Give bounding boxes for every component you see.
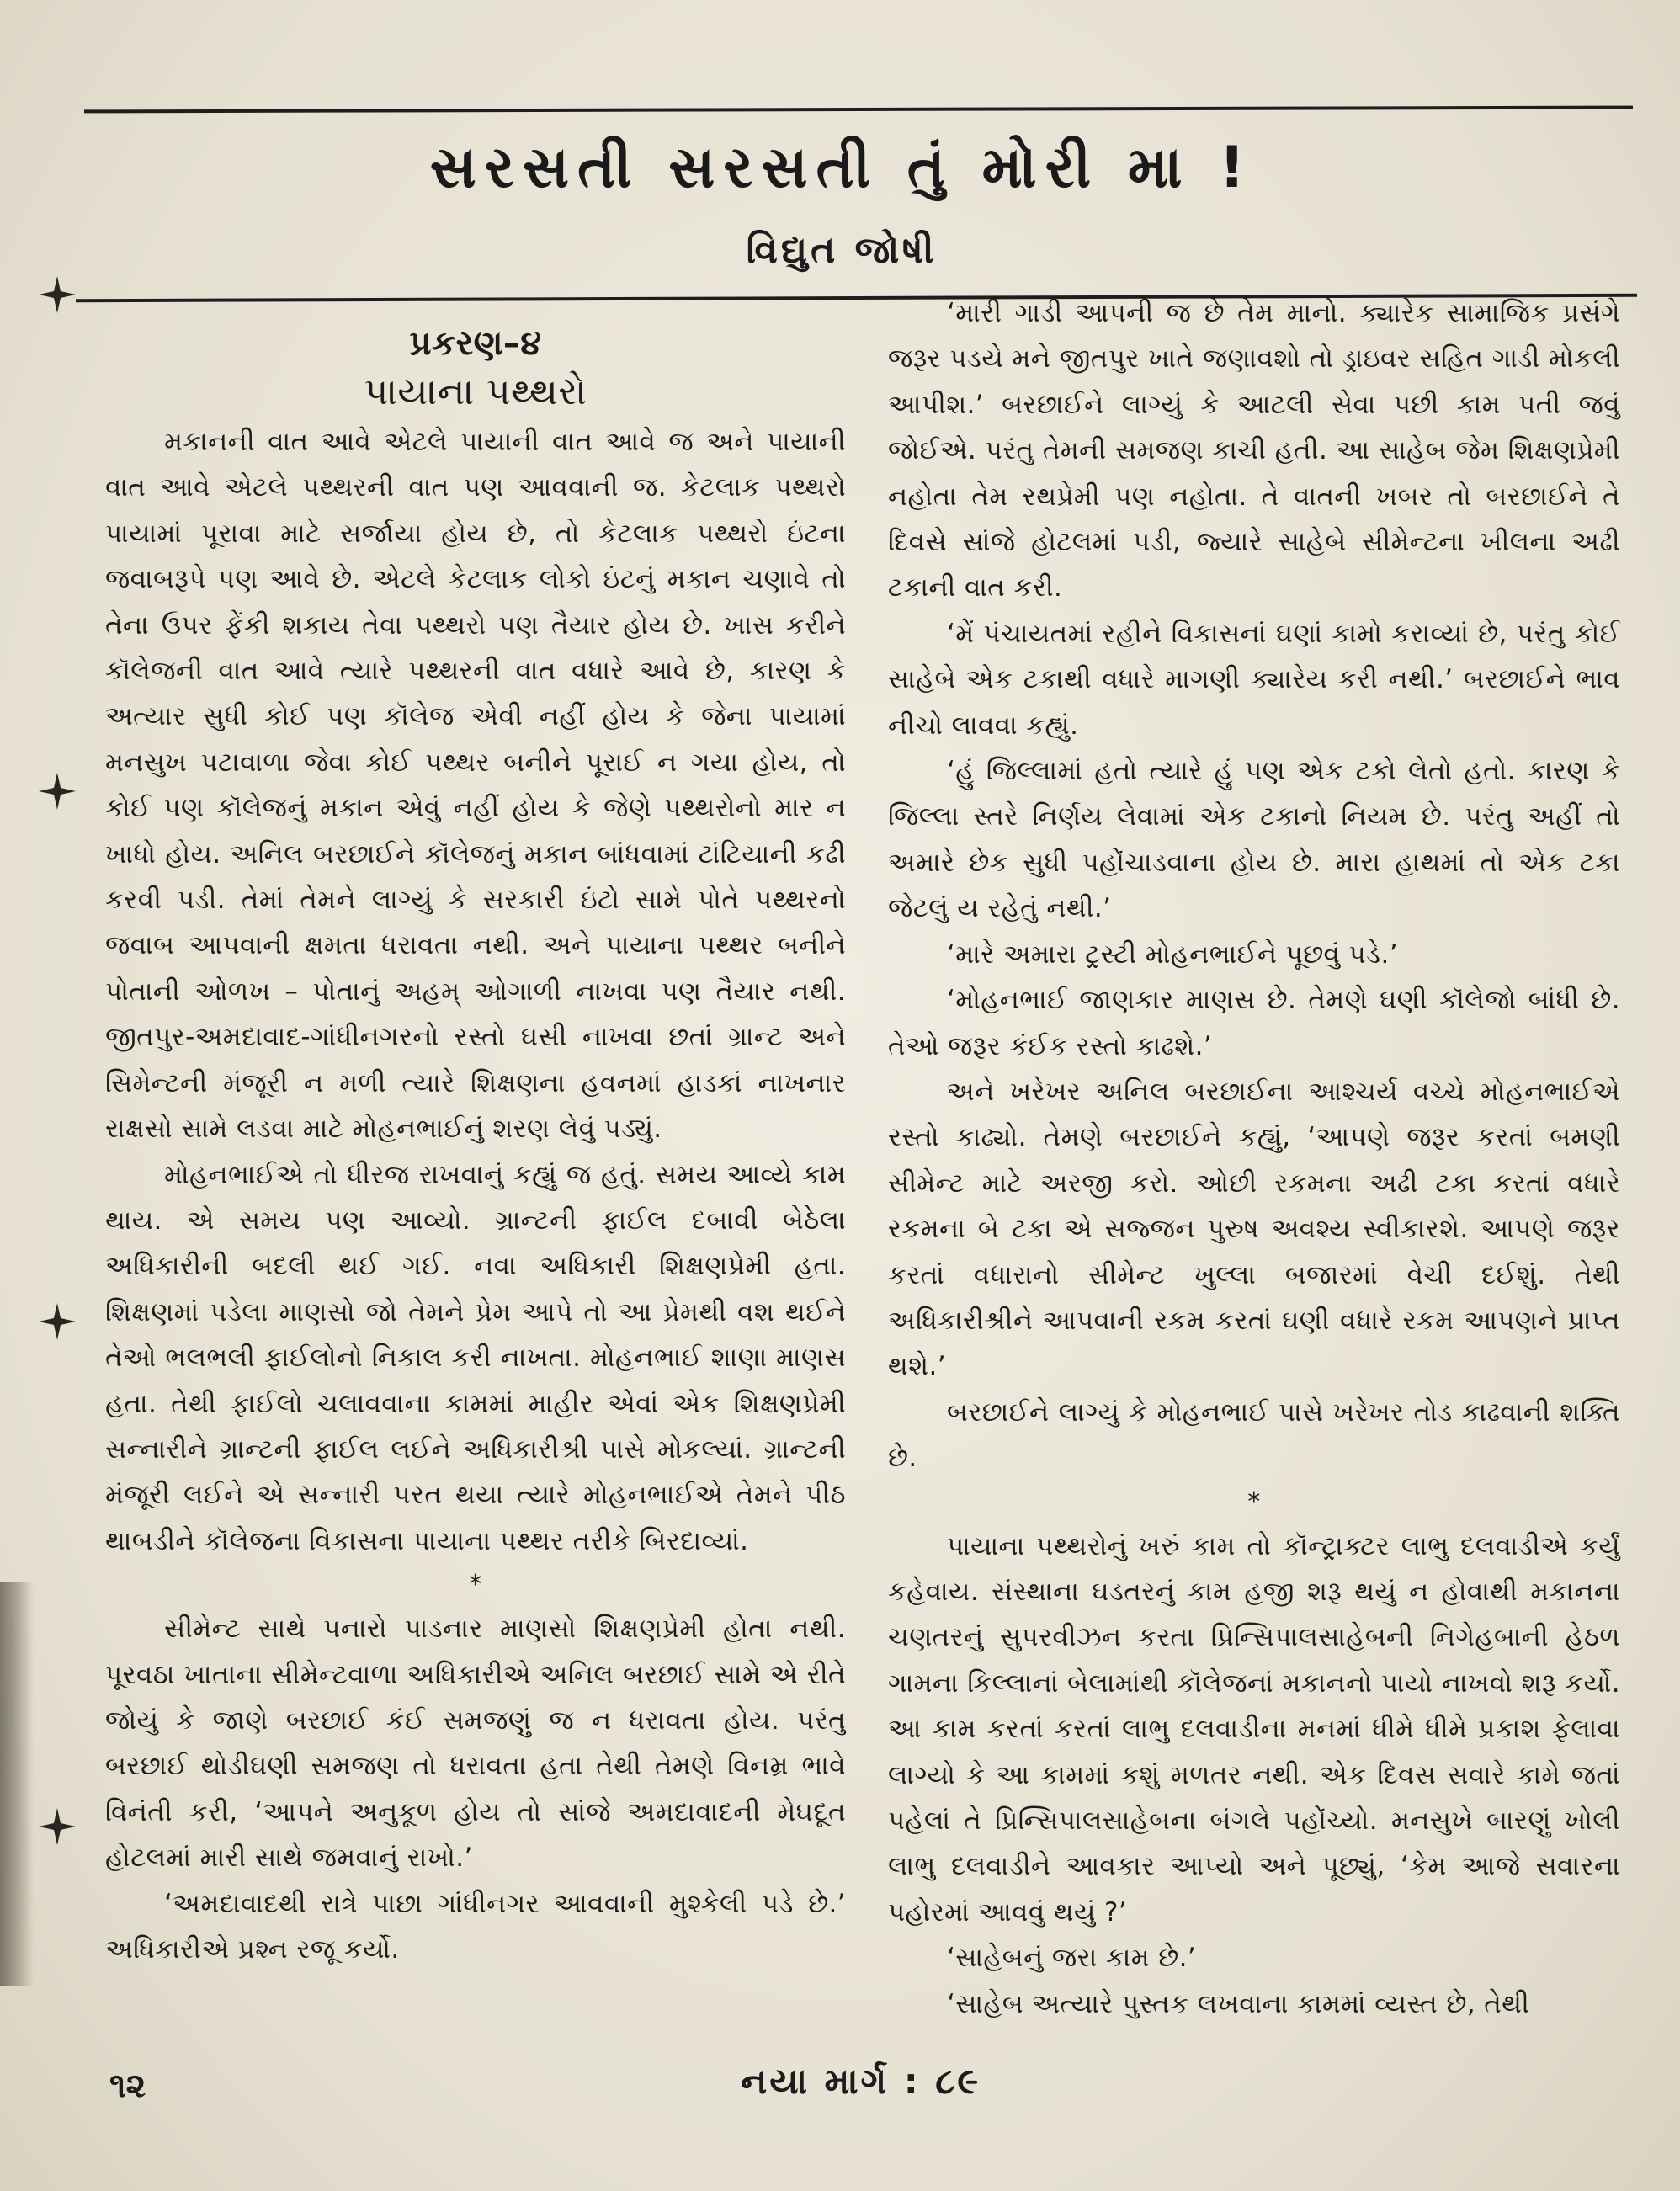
author-name: વિદ્યુત જોષી [746, 229, 938, 272]
page-number: ૧૨ [109, 2066, 146, 2105]
paragraph: ‘મોહનભાઈ જાણકાર માણસ છે. તેમણે ઘણી કૉલેજો બાંધી છે. તેઓ જરૂર કંઈક રસ્તો કાઢશે.’ [888, 985, 1620, 1061]
paragraph: ‘સાહેબનું જરા કામ છે.’ [947, 1943, 1197, 1974]
right-column [888, 290, 1620, 2027]
paragraph: ‘હું જિલ્લામાં હતો ત્યારે હું પણ એક ટકો લેતો હતો. કારણ કે જિલ્લા સ્તરે નિર્ણય લેવામાં એક ટકાનો નિયમ છે. પરંતુ અહીં તો અમારે છેક સુધી પહોંચાડવાના હોય છે. મારા હાથમાં તો એક ટકા જેટલું ય રહેતું નથી.’ [888, 756, 1620, 924]
paragraph: અને ખરેખર અનિલ બરછાઈના આશ્ચર્ય વચ્ચે મોહનભાઈએ રસ્તો કાઢ્યો. તેમણે બરછાઈને કહ્યું, ‘આપણે જરૂર કરતાં બમણી સીમેન્ટ માટે અરજી કરો. ઓછી રકમના અઢી ટકા કરતાં વધારે રકમના બે ટકા એ સજ્જન પુરુષ અવશ્ય સ્વીકારશે. આપણે જરૂર કરતાં વધારાનો સીમેન્ટ ખુલ્લા બજારમાં વેચી દઈશું. તેથી અધિકારીશ્રીને આપવાની રકમ કરતાં ઘણી વધારે રકમ આપણને પ્રાપ્ત થશે.’ [888, 1076, 1620, 1382]
paragraph: પાયાના પથ્થરોનું ખરું કામ તો કૉન્ટ્રાક્ટર લાભુ દલવાડીએ કર્યું કહેવાય. સંસ્થાના ઘડતરનું કામ હજી શરૂ થયું ન હોવાથી મકાનના ચણતરનું સુપરવીઝન કરતા પ્રિન્સિપાલસાહેબની નિગેહબાની હેઠળ ગામના કિલ્લાનાં બેલામાંથી કૉલેજનાં મકાનનો પાયો નાખવો શરૂ કર્યો. આ કામ કરતાં કરતાં લાભુ દલવાડીના મનમાં ધીમે ધીમે પ્રકાશ ફેલાવા લાગ્યો કે આ કામમાં કશું મળતર નથી. એક દિવસ સવારે કામે જતાં પહેલાં તે પ્રિન્સિપાલસાહેબના બંગલે પહોંચ્યો. મનસુખે બારણું ખોલી લાભુ દલવાડીને આવકાર આપ્યો અને પૂછ્યું, ‘કેમ આજે સવારના પહોરમાં આવવું થયું ?’ [888, 1530, 1620, 1928]
paragraph: ‘અમદાવાદથી રાત્રે પાછા ગાંધીનગર આવવાની મુશ્કેલી પડે છે.’ અધિકારીએ પ્રશ્ન રજૂ કર્યો. [105, 1888, 846, 1965]
section-separator: * [1247, 1486, 1261, 1517]
paragraph: ‘મારી ગાડી આપની જ છે તેમ માનો. ક્યારેક સામાજિક પ્રસંગે જરૂર પડયે મને જીતપુર ખાતે જણાવશો તો ડ્રાઇવર સહિત ગાડી મોકલી આપીશ.’ બરછાઈને લાગ્યું કે આટલી સેવા પછી કામ પતી જવું જોઈએ. પરંતુ તેમની સમજણ કાચી હતી. આ સાહેબ જેમ શિક્ષણપ્રેમી નહોતા તેમ રથપ્રેમી પણ નહોતા. તે વાતની ખબર તો બરછાઈને તે દિવસે સાંજે હોટલમાં પડી, જ્યારે સાહેબે સીમેન્ટના ખીલના અઢી ટકાની વાત કરી. [888, 298, 1621, 604]
paragraph: મોહનભાઈએ તો ધીરજ રાખવાનું કહ્યું જ હતું. સમય આવ્યે કામ થાય. એ સમય પણ આવ્યો. ગ્રાન્ટની ફાઈલ દબાવી બેઠેલા અધિકારીની બદલી થઈ ગઈ. નવા અધિકારી શિક્ષણપ્રેમી હતા. શિક્ષણમાં પડેલા માણસો જો તેમને પ્રેમ આપે તો આ પ્રેમથી વશ થઈને તેઓ ભલભલી ફાઈલોનો નિકાલ કરી નાખતા. મોહનભાઈ શાણા માણસ હતા. તેથી ફાઈલો ચલાવવાના કામમાં માહીર એવાં એક શિક્ષણપ્રેમી સન્નારીને ગ્રાન્ટની ફાઈલ લઈને અધિકારીશ્રી પાસે મોકલ્યાં. ગ્રાન્ટની મંજૂરી લઈને એ સન્નારી પરત થયા ત્યારે મોહનભાઈએ તેમને પીઠ થાબડીને કૉલેજના વિકાસના પાયાના પથ્થર તરીકે બિરદાવ્યાં. [105, 1159, 846, 1556]
torn-edge [0, 1582, 34, 1986]
paragraph: ‘સાહેબ અત્યારે પુસ્તક લખવાના કામમાં વ્યસ્ત છે, તેથી [947, 1988, 1530, 2019]
chapter-title: પાયાના પથ્થરો [364, 370, 587, 413]
chapter-number: પ્રકરણ–૪ [409, 324, 542, 363]
paragraph: ‘મારે અમારા ટ્રસ્ટી મોહનભાઈને પૂછવું પડે.’ [947, 939, 1398, 970]
punch-hole-mark [32, 1801, 82, 1852]
paragraph: બરછાઈને લાગ્યું કે મોહનભાઈ પાસે ખરેખર તોડ કાઢવાની શક્તિ છે. [888, 1396, 1620, 1474]
paragraph: મકાનની વાત આવે એટલે પાયાની વાત આવે જ અને પાયાની વાત આવે એટલે પથ્થરની વાત પણ આવવાની જ. કેટલાક પથ્થરો પાયામાં પૂરાવા માટે સર્જાયા હોય છે, તો કેટલાક પથ્થરો ઇંટના જવાબરૂપે પણ આવે છે. એટલે કેટલાક લોકો ઇંટનું મકાન ચણાવે તો તેના ઉપર ફેંકી શકાય તેવા પથ્થરો પણ તૈયાર હોય છે. ખાસ કરીને કૉલેજની વાત આવે ત્યારે પથ્થરની વાત વધારે આવે છે, કારણ કે અત્યાર સુધી કોઈ પણ કૉલેજ એવી નહીં હોય કે જેના પાયામાં મનસુખ પટાવાળા જેવા કોઈ પથ્થર બનીને પૂરાઈ ન ગયા હોય, તો કોઈ પણ કૉલેજનું મકાન એવું નહીં હોય કે જેણે પથ્થરોનો માર ન ખાધો હોય. અનિલ બરછાઈને કૉલેજનું મકાન બાંધવામાં ટાંટિયાની કઢી કરવી પડી. તેમાં તેમને લાગ્યું કે સરકારી ઇંટો સામે પોતે પથ્થરનો જવાબ આપવાની ક્ષમતા ધરાવતા નથી. અને પાયાના પથ્થર બનીને પોતાની ઓળખ – પોતાનું અહમ્ ઓગાળી નાખવા પણ તૈયાર નથી. જીતપુર-અમદાવાદ-ગાંધીનગરનો રસ્તો ઘસી નાખવા છતાં ગ્રાન્ટ અને સિમેન્ટની મંજૂરી ન મળી ત્યારે શિક્ષણના હવનમાં હાડકાં નાખનાર રાક્ષસો સામે લડવા માટે મોહનભાઈનું શરણ લેવું પડ્યું. [105, 427, 846, 1145]
punch-hole-mark [32, 766, 82, 816]
article-title: સરસતી સરસતી તું મોરી મા ! [429, 135, 1254, 201]
journal-name: નયા માર્ગ : ૮૯ [741, 2061, 981, 2102]
section-separator: * [469, 1570, 482, 1600]
top-rule [84, 106, 1633, 114]
left-column [105, 318, 846, 1972]
punch-hole-mark [32, 269, 82, 320]
paragraph: ‘મેં પંચાયતમાં રહીને વિકાસનાં ઘણાં કામો કરાવ્યાં છે, પરંતુ કોઈ સાહેબે એક ટકાથી વધારે માગણી ક્યારેય કરી નથી.’ બરછાઈને ભાવ નીચો લાવવા કહ્યું. [888, 618, 1620, 741]
punch-hole-mark [32, 1296, 82, 1347]
paragraph: સીમેન્ટ સાથે પનારો પાડનાર માણસો શિક્ષણપ્રેમી હોતા નથી. પૂરવઠા ખાતાના સીમેન્ટવાળા અધિકારીએ અનિલ બરછાઈ સામે એ રીતે જોયું કે જાણે બરછાઈ કંઈ સમજણું જ ન ધરાવતા હોય. પરંતુ બરછાઈ થોડીઘણી સમજણ તો ધરાવતા હતા તેથી તેમણે વિનમ્ર ભાવે વિનંતી કરી, ‘આપને અનુકૂળ હોય તો સાંજે અમદાવાદની મેઘદૂત હોટલમાં મારી સાથે જમવાનું રાખો.’ [105, 1614, 846, 1874]
